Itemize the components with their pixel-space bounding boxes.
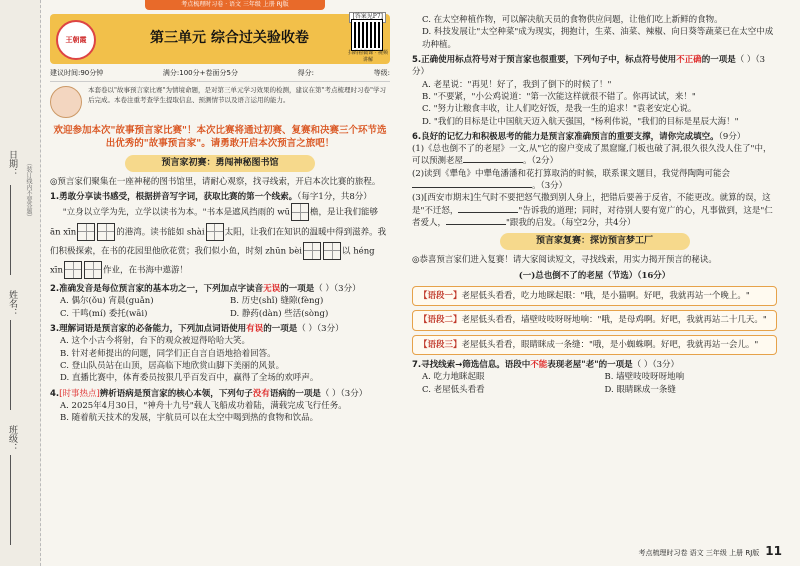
q4-stem-end: 语病的一项是 (269, 388, 321, 399)
page-number: 11 (765, 544, 782, 558)
q2-option-d[interactable]: D. 静药(dàn) 些活(sòng) (230, 308, 329, 319)
passage-title: (一)总也倒不了的老屋（节选）（16分） (518, 270, 671, 281)
q6-sub1 (412, 143, 777, 168)
q2-answer-slot[interactable]: （ ）（3分） (314, 284, 361, 295)
q3-option-a[interactable]: A. 这个小古今将射，台下的观众被逗得哈哈大笑。 (60, 336, 251, 347)
welcome-text: 欢迎参加本次"故事预言家比赛"！本次比赛将通过初赛、复赛和决赛三个环节选出优秀的"故事预言家"。请勇敢开启本次预言之旅吧！ (53, 125, 387, 150)
q4-option-c[interactable]: C. 在太空种植作物，可以解决航天员的食物供应问题，让他们吃上新鲜的食物。 (422, 15, 723, 25)
page-title: 第三单元 综合过关验收卷 (150, 30, 309, 46)
question-1 (50, 191, 390, 280)
binding-margin (0, 0, 41, 566)
q6-number: 6. (412, 131, 422, 142)
q4-stem: 辨析语病是预言家的核心本领，下列句子 (99, 388, 253, 399)
q1-score: （每字1分，共8分） (297, 192, 372, 203)
q6-s3-end: "跟我的启发。（每空2分，共4分） (506, 218, 636, 228)
q1-text-6: 作业，在书海中遨游！ (103, 265, 189, 276)
q3-options (50, 335, 390, 384)
q6-stem: 良好的记忆力和积极思考的能力是预言家准确预言的重要支撑，请你完成填空。 (421, 131, 719, 142)
question-3 (50, 323, 390, 385)
q7-stem-end: 表现老屋"老"的一项是 (547, 359, 633, 370)
level-info: 等级: (373, 69, 390, 77)
q1-stem: 勇敢分享读书感受，根据拼音写字词，获取比赛的第一个线索。 (59, 192, 298, 203)
name-label: 姓名： (7, 290, 17, 317)
tianzi-box[interactable] (84, 261, 102, 279)
segment-text: 老屋低头看看，墙壁吱吱呀呀地响："哦，是母鸡啊。好吧，我就再站二十几天。" (461, 315, 767, 326)
q5-option-b[interactable]: B. "不要紧，"小公鸡说道："第一次能这样就很不错了。你再试试，来！" (422, 91, 696, 102)
q7-option-c[interactable]: C. 老屋低头看看 (422, 384, 485, 395)
q6-sub3 (412, 192, 777, 229)
q5-stem-end: 的一项是 (701, 54, 736, 65)
q1-text-4: 太阳，让我们在知识的温暖中得到滋养。我们积极探索，在书的花园里他欣花赏；我们似小鱼，时刻 zhūn bèi (50, 227, 387, 257)
q2-options (50, 295, 390, 320)
q7-answer-slot[interactable]: （ ）（3分） (632, 359, 680, 370)
q3-number: 3. (50, 324, 60, 335)
q4-keyword: 没有 (252, 388, 270, 399)
tianzi-box[interactable] (206, 223, 224, 241)
right-column (412, 14, 777, 399)
section1-intro: ◎预言家们聚集在一座神秘的图书馆里，请耐心观察，找寻线索，开启本次比赛的旅程。 (50, 176, 381, 187)
q1-text-2: 檐，是让我们能够 ān xīn (50, 207, 379, 238)
q6-s3-text: (3)[西安市期末]生气时不要把怒气撒到别人身上，把错后要善于反省，不能更改。就算的误，这是"不迁怒， (412, 193, 771, 216)
q3-option-c[interactable]: C. 登山队员站在山顶，居高临下地欣赏山脚下美丽的风景。 (60, 361, 285, 372)
question-6 (412, 131, 777, 230)
section1-banner: 预言家初赛：勇闯神秘图书馆 (125, 155, 315, 172)
q7-option-d[interactable]: D. 眼睛眯成一条缝 (604, 384, 676, 395)
exam-meta (50, 68, 390, 82)
top-banner: 考点梳理时习卷 · 语文 三年级 上册 RJ版 (145, 0, 325, 10)
q4-option-d[interactable]: D. 科技发展让"太空种菜"成为现实，拥抱计，生菜、油菜、辣椒、向日葵等蔬菜已在太空中成功种植。 (422, 27, 774, 50)
q5-number: 5. (412, 54, 422, 65)
tianzi-box[interactable] (291, 203, 309, 221)
q2-option-b[interactable]: B. 历史(shǐ) 缝隙(fèng) (230, 296, 324, 307)
segment-tag: 【语段一】 (419, 290, 462, 301)
section2-banner: 预言家复赛：探访预言梦工厂 (500, 233, 690, 250)
question-7 (412, 359, 777, 396)
q1-number: 1. (50, 192, 60, 203)
question-5 (412, 54, 777, 128)
q2-stem: 准确发音是每位预言家的基本功之一，下列加点字读音 (59, 284, 264, 295)
time-info: 建议时间:90分钟 (50, 69, 104, 77)
tianzi-box[interactable] (303, 242, 321, 260)
story-segment-1 (412, 286, 777, 306)
q7-stem: 寻找线索→筛选信息。语段中 (421, 359, 531, 370)
q5-option-d[interactable]: D. "我们的目标是让中国航天迈入航天强国，"杨利伟说，"我们的目标是星辰大海！" (422, 116, 739, 127)
q6-sub2 (412, 168, 777, 193)
q4-option-a[interactable]: A. 2025年4月30日，"神舟十九号"载人飞船成功着陆，满载完成飞行任务。 (60, 400, 347, 411)
q7-option-b[interactable]: B. 墙壁吱吱呀呀地响 (604, 372, 685, 383)
q1-text-3: 的港湾。读书能如 shài (116, 227, 205, 238)
answer-tag: [答案见P7] (349, 12, 386, 23)
q5-keyword: 不正确 (676, 54, 702, 65)
fill-blank[interactable] (463, 162, 523, 163)
class-label: 班级： (7, 425, 17, 452)
question-4 (50, 388, 390, 425)
tianzi-box[interactable] (64, 261, 82, 279)
q2-keyword: 无误 (263, 284, 281, 295)
q1-text-1: "立身以立学为先，立学以读书为本。"书本是遮风挡雨的 wū (62, 207, 291, 218)
left-column (50, 14, 390, 428)
teacher-avatar (50, 86, 82, 118)
q7-number: 7. (412, 359, 422, 370)
q4-options (50, 400, 390, 425)
got-score: 得分: (297, 69, 314, 77)
q4-options-cont (412, 14, 777, 51)
q4-answer-slot[interactable]: （ ）（3分） (320, 388, 368, 399)
exam-header (50, 14, 390, 64)
class-line (10, 455, 11, 545)
binding-note: （装订线内不要答题） (25, 160, 32, 220)
footer-text: 考点梳理时习卷 语文 三年级 上册 RJ版 (638, 549, 760, 557)
q6-score: （9分） (718, 131, 746, 142)
q5-stem: 正确使用标点符号对于预言家也很重要，下列句子中，标点符号使用 (421, 54, 677, 65)
qr-label: 扫码看微课 · 视频讲解 (348, 50, 388, 64)
q6-s1-end: 。（2分） (523, 156, 559, 167)
q3-answer-slot[interactable]: （ ）（3分） (297, 324, 344, 335)
q7-options (412, 371, 777, 396)
q5-option-a[interactable]: A. 老星说："再见！好了，我到了倒下的时候了！" (422, 79, 612, 90)
q7-keyword: 不能 (530, 359, 548, 370)
q2-stem-end: 的一项是 (280, 284, 315, 295)
name-line (10, 320, 11, 410)
tianzi-box[interactable] (77, 223, 95, 241)
score-info: 满分:100分+卷面分5分 (162, 69, 238, 77)
q2-option-a[interactable]: A. 偶尔(ǒu) 宵晨(guǎn) (60, 296, 154, 307)
segment-text: 老屋低头看看，吃力地眯起眼："哦，是小猫啊。好吧，我就再站一个晚上。" (461, 290, 750, 301)
tianzi-box[interactable] (97, 223, 115, 241)
q1-text-5: 以 héng xīn (50, 246, 375, 276)
qr-code-icon[interactable] (352, 20, 382, 50)
q6-s1-text: (1)《总也倒不了的老屋》一文,从"它的窗户变成了黑窟窿,门板也破了洞,很久很久没人住了"中，可以预测老屋 (412, 144, 772, 167)
q4-option-b[interactable]: B. 随着航天技术的发展，宇航员可以在太空中喝到热的食物和饮品。 (60, 413, 319, 424)
q2-number: 2. (50, 284, 60, 295)
story-segment-2 (412, 310, 777, 330)
fill-blank[interactable] (458, 212, 518, 213)
q4-number: 4. (50, 388, 60, 399)
q3-option-d[interactable]: D. 直播比赛中，体育委员按狠几乎百发百中，赢得了全场的欢呼声。 (60, 373, 319, 384)
q2-option-c[interactable]: C. 干鸣(mí) 委托(wāi) (60, 308, 148, 319)
story-segment-3 (412, 335, 777, 355)
fill-blank[interactable] (446, 224, 506, 225)
brand-logo: 王朝霞 (56, 20, 96, 60)
q3-option-b[interactable]: B. 针对老师提出的问题，同学们正自言自语地拾着回答。 (60, 348, 276, 359)
tianzi-box[interactable] (323, 242, 341, 260)
intro-text: 本套卷以"故事预言家比赛"为情境命题，是对第三单元学习效果的检测，建议在第"考点梳理时习卷"学习后完成。本卷注重考查学生提取信息、预测情节以及语言运用的能力。 (88, 86, 386, 104)
date-label: 日期： (7, 150, 17, 177)
section2-intro: ◎恭喜预言家们进入复赛！请大家阅读短文，寻找线索，用实力揭开预言的秘诀。 (412, 255, 717, 266)
page-footer (638, 544, 782, 558)
q5-option-c[interactable]: C. "努力让粮食丰收，让人们吃好饭，是我一生的追求！"袁老安定心说。 (422, 104, 697, 115)
fill-blank[interactable] (412, 187, 532, 188)
q1-passage (50, 203, 390, 280)
q3-stem: 理解词语是预言家的必备能力，下列加点词语使用 (59, 324, 247, 335)
q6-s2-end: 。（3分） (532, 181, 568, 192)
segment-tag: 【语段三】 (419, 339, 462, 350)
intro-box (50, 86, 390, 118)
q5-options (412, 79, 777, 128)
segment-text: 老屋低头看看，眼睛眯成一条缝："哦，是小蜘蛛啊。好吧，我就再站一会儿。" (461, 339, 759, 350)
segment-tag: 【语段二】 (419, 315, 462, 326)
q6-s3-text-2: "告诉我的道理；同时，对待别人要有宽广的心，凡事做到，这是"仁者爱人， (412, 205, 773, 228)
q7-option-a[interactable]: A. 吃力地眯起眼 (422, 372, 485, 383)
q5-answer-slot[interactable]: （ ）（3分） (412, 54, 766, 78)
q3-stem-end: 的一项是 (263, 324, 298, 335)
q4-hot-tag: [时事热点] (59, 388, 100, 399)
q6-s2-text: (2)读到《犟龟》中犟龟潘潘和花打算取消的时候，联系课文题目，我觉得陶陶可能会 (412, 168, 731, 179)
q3-keyword: 有误 (246, 324, 264, 335)
question-2 (50, 283, 390, 320)
date-line (10, 185, 11, 275)
